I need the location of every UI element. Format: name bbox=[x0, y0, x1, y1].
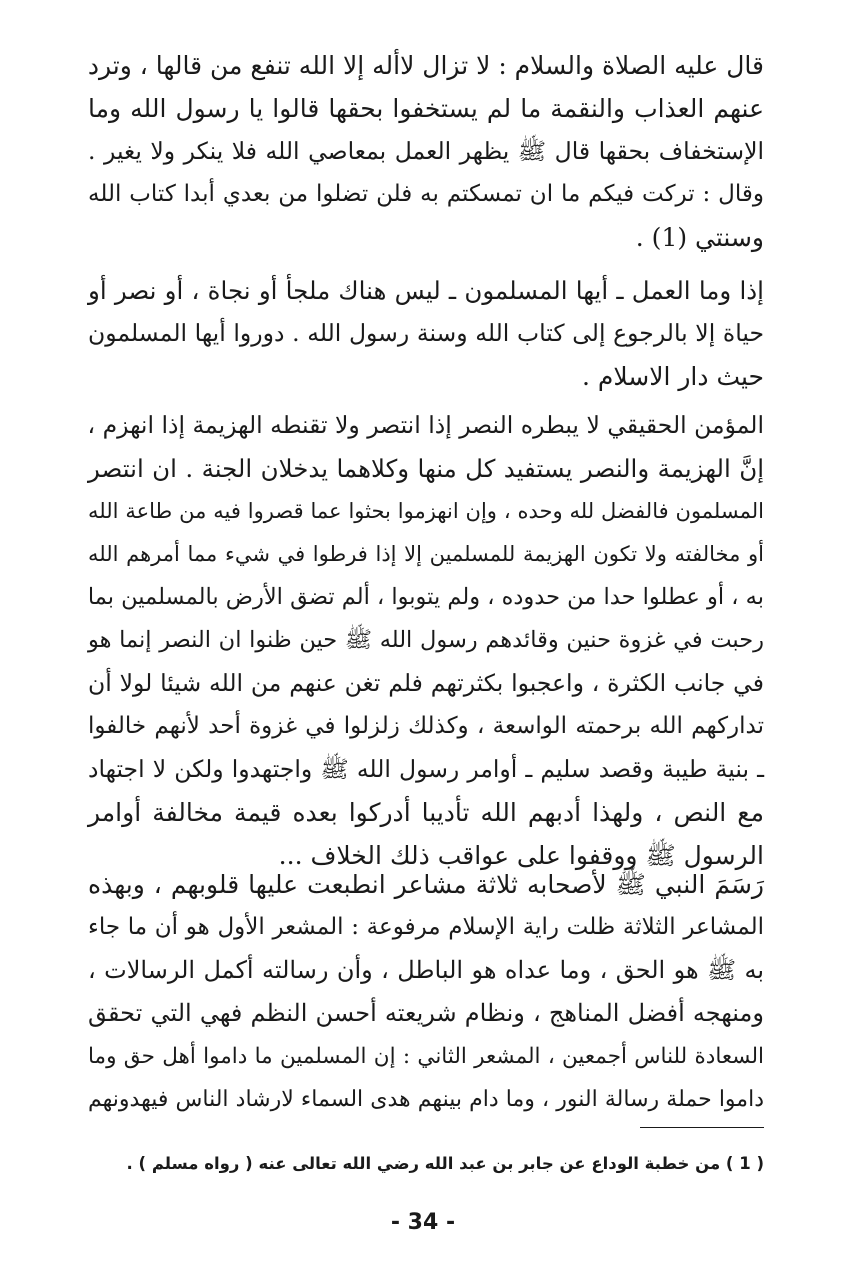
paragraph-victory-and-defeat bbox=[88, 404, 764, 877]
text-line: ومنهجه أفضل المناهج ، ونظام شريعته أحسن النظم فهي التي تحقق bbox=[88, 999, 764, 1027]
footnote: ( 1 ) من خطبة الوداع عن جابر بن عبد الله رضي الله تعالى عنه ( رواه مسلم ) . bbox=[126, 1154, 764, 1173]
text-line: قال عليه الصلاة والسلام : لا تزال لاأله إلا الله تنفع من قالها ، وترد bbox=[87, 51, 764, 80]
text-line: السعادة للناس أجمعين ، المشعر الثاني : إن المسلمين ما داموا أهل حق وما bbox=[88, 1044, 764, 1069]
text-line: تداركهم الله برحمته الواسعة ، وكذلك زلزلوا في غزوة أحد لأنهم خالفوا bbox=[88, 713, 764, 739]
text-line: أو مخالفته ولا تكون الهزيمة للمسلمين إلا إذا فرطوا في شيء مما أمرهم الله bbox=[88, 542, 764, 566]
text-line: رحبت في غزوة حنين وقائدهم رسول الله ﷺ حين ظنوا ان النصر إنما هو bbox=[88, 627, 764, 653]
text-line: به ، أو عطلوا حدا من حدوده ، ولم يتوبوا ، ألم تضق الأرض بالمسلمين بما bbox=[87, 584, 764, 610]
paragraph-hadith-la-ilaha bbox=[88, 44, 764, 259]
text-line: حيث دار الاسلام . bbox=[581, 362, 764, 391]
text-line: وقال : تركت فيكم ما ان تمسكتم به فلن تضلوا من بعدي أبدا كتاب الله bbox=[88, 181, 764, 207]
text-line: ـ بنية طيبة وقصد سليم ـ أوامر رسول الله ﷺ واجتهدوا ولكن لا اجتهاد bbox=[88, 755, 764, 783]
text-line: إذا وما العمل ـ أيها المسلمون ـ ليس هناك ملجأ أو نجاة ، أو نصر أو bbox=[88, 276, 764, 305]
text-line: المؤمن الحقيقي لا يبطره النصر إذا انتصر ولا تقنطه الهزيمة إذا انهزم ، bbox=[87, 411, 764, 439]
text-line: الإستخفاف بحقها قال ﷺ يظهر العمل بمعاصي الله فلا ينكر ولا يغير . bbox=[88, 137, 764, 165]
text-line: داموا حملة رسالة النور ، وما دام بينهم هدى السماء لارشاد الناس فيهدونهم bbox=[88, 1087, 764, 1112]
text-line: الرسول ﷺ ووقفوا على عواقب ذلك الخلاف ... bbox=[278, 841, 764, 870]
text-line: المسلمون فالفضل لله وحده ، وإن انهزموا بحثوا عما قصروا فيه من طاعة الله bbox=[88, 499, 764, 523]
text-line: به ﷺ هو الحق ، وما عداه هو الباطل ، وأن رسالته أكمل الرسالات ، bbox=[88, 956, 764, 984]
text-line: مع النص ، ولهذا أدبهم الله تأديبا أدركوا بعده قيمة مخالفة أوامر bbox=[88, 798, 764, 827]
page-number: - 34 - bbox=[390, 1210, 456, 1235]
text-line: رَسَمَ النبي ﷺ لأصحابه ثلاثة مشاعر انطبعت عليها قلوبهم ، وبهذه bbox=[88, 870, 764, 899]
text-line: وسنتي (1) . bbox=[635, 223, 764, 252]
text-line: عنهم العذاب والنقمة ما لم يستخفوا بحقها قالوا يا رسول الله وما bbox=[88, 94, 764, 123]
footnote-divider bbox=[640, 1127, 764, 1128]
paragraph-return-to-quran-sunnah bbox=[88, 269, 764, 398]
text-line: إنَّ الهزيمة والنصر يستفيد كل منها وكلاهما يدخلان الجنة . ان انتصر bbox=[88, 454, 764, 483]
text-line: في جانب الكثرة ، واعجبوا بكثرتهم فلم تغن عنهم من الله شيئا لولا أن bbox=[88, 669, 764, 697]
paragraph-three-feelings bbox=[88, 863, 764, 1121]
text-line: حياة إلا بالرجوع إلى كتاب الله وسنة رسول الله . دوروا أيها المسلمون bbox=[88, 319, 764, 347]
text-line: المشاعر الثلاثة ظلت راية الإسلام مرفوعة : المشعر الأول هو أن ما جاء bbox=[88, 914, 764, 940]
